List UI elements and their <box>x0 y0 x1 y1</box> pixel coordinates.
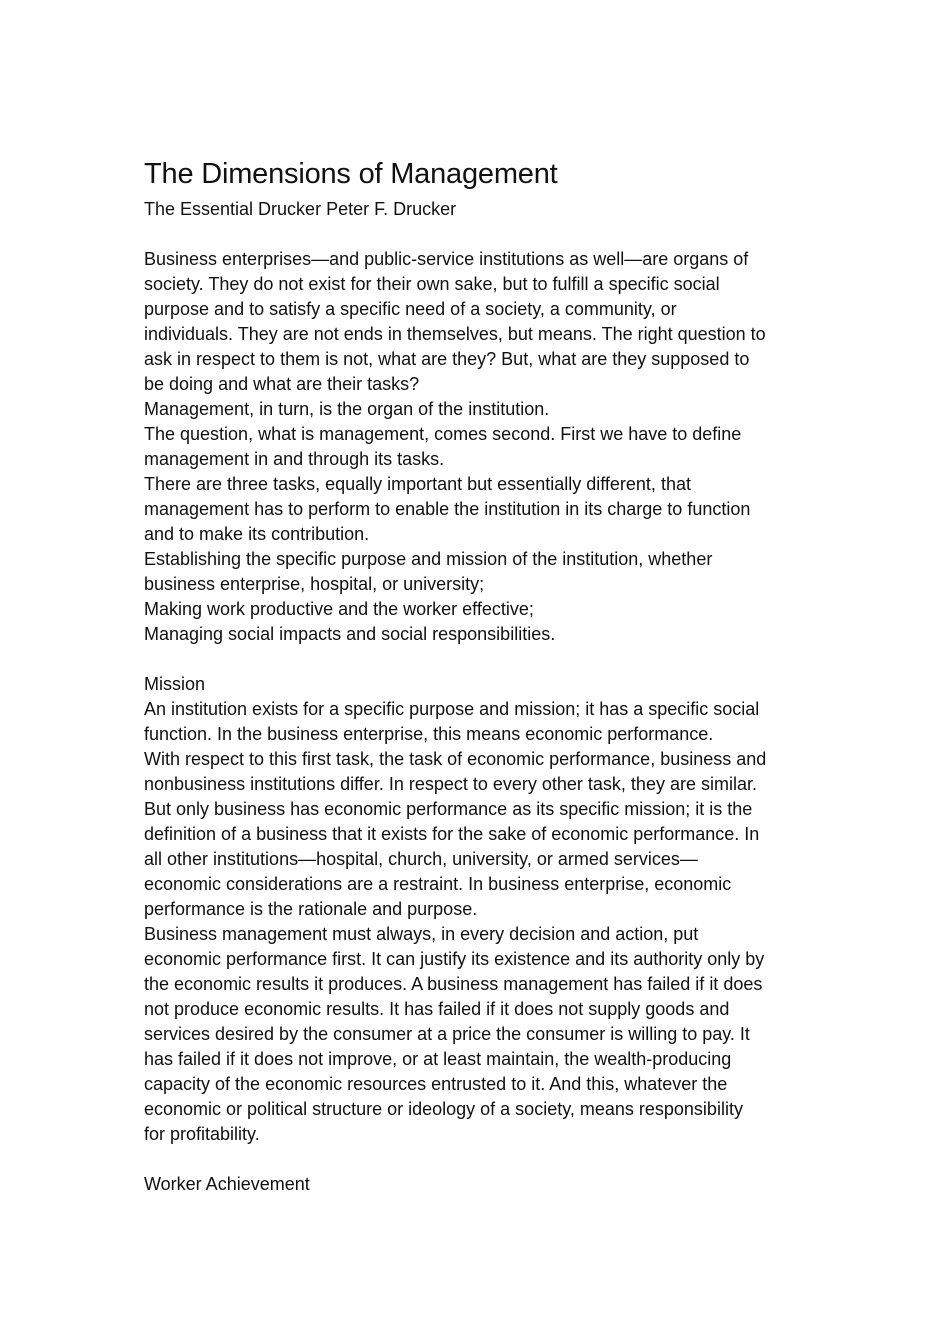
blank-line <box>144 647 810 672</box>
document-subtitle: The Essential Drucker Peter F. Drucker <box>144 199 457 219</box>
section-heading-mission: Mission <box>144 674 206 694</box>
document-page <box>144 154 810 1197</box>
mission-paragraph-3: Business management must always, in every decision and action, put economic performance first. It can justify its existence and its authority only by the economic results it produces. A business management has failed if it does not produce economic results. It has failed if it does not supply goods and services desired by the consumer at a price the consumer is willing to pay. It has failed if it does not improve, or at least maintain, the wealth-producing capacity of the economic resources entrusted to it. And this, whatever the economic or political structure or ideology of a society, means responsibility for profitability. <box>144 924 765 1144</box>
task-item-3: Managing social impacts and social responsibilities. <box>144 624 556 644</box>
mission-paragraph-1: An institution exists for a specific purpose and mission; it has a specific social function. In the business enterprise, this means economic performance. <box>144 699 760 744</box>
mission-paragraph-2: With respect to this first task, the task of economic performance, business and nonbusiness institutions differ. In respect to every other task, they are similar. But only business has economic performance as its specific mission; it is the definition of a business that it exists for the sake of economic performance. In all other institutions—hospital, church, university, or armed services— economic considerations are a restraint. In business enterprise, economic performance is the rationale and purpose. <box>144 749 767 919</box>
intro-paragraph-2: Management, in turn, is the organ of the institution. <box>144 399 550 419</box>
intro-paragraph-4: There are three tasks, equally important but essentially different, that management has to perform to enable the institution in its charge to function and to make its contribution. <box>144 474 751 544</box>
section-heading-worker-achievement: Worker Achievement <box>144 1174 310 1194</box>
intro-paragraph-3: The question, what is management, comes second. First we have to define management in and through its tasks. <box>144 424 742 469</box>
document-title: The Dimensions of Management <box>144 158 558 190</box>
task-item-1: Establishing the specific purpose and mission of the institution, whether business enterprise, hospital, or university; <box>144 549 713 594</box>
intro-paragraph-1: Business enterprises—and public-service institutions as well—are organs of society. They do not exist for their own sake, but to fulfill a specific social purpose and to satisfy a specific need of a society, a community, or individuals. They are not ends in themselves, but means. The right question to ask in respect to them is not, what are they? But, what are they supposed to be doing and what are their tasks? <box>144 249 766 394</box>
blank-line <box>144 1147 810 1172</box>
blank-line <box>144 222 810 247</box>
task-item-2: Making work productive and the worker effective; <box>144 599 534 619</box>
